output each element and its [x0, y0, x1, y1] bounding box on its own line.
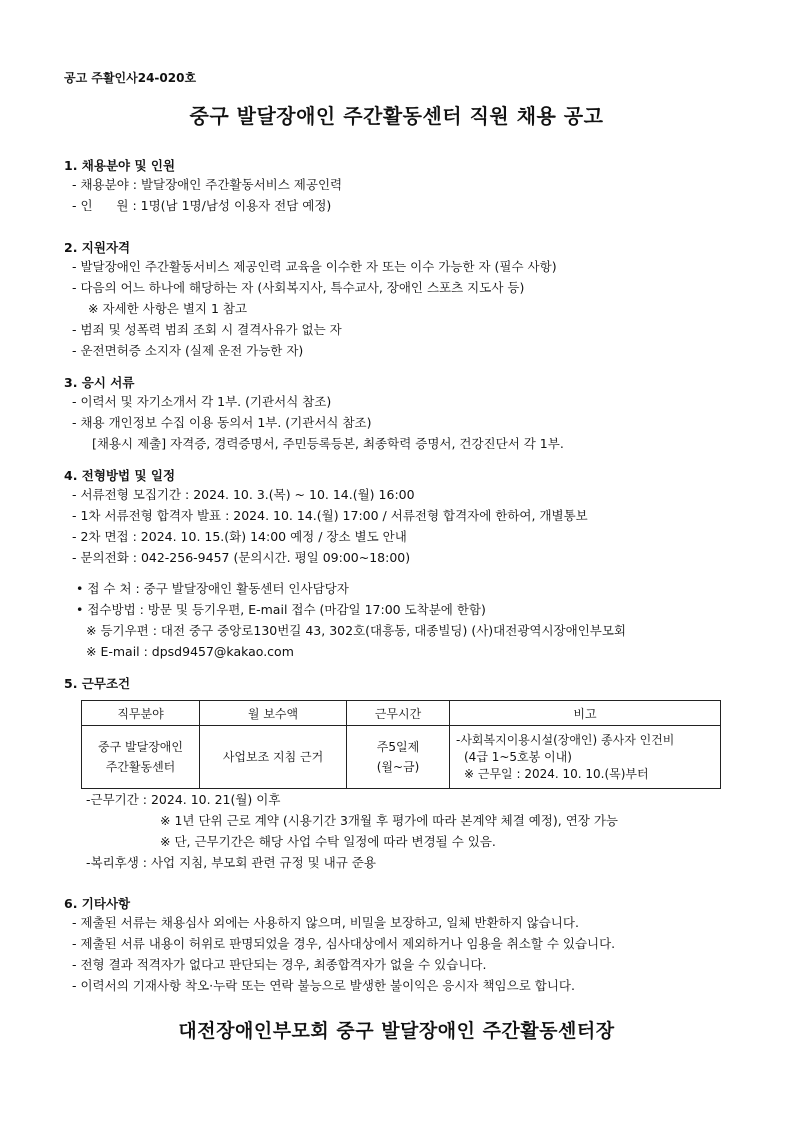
- job-field-cell: [82, 726, 200, 789]
- section-2-line: - 발달장애인 주간활동서비스 제공인력 교육을 이수한 자 또는 이수 가능한 자 (필수 사항): [72, 259, 557, 274]
- section-4-note: ※ E-mail : dpsd9457@kakao.com: [86, 644, 294, 659]
- section-2-line: - 다음의 어느 하나에 해당하는 자 (사회복지사, 특수교사, 장애인 스포츠 지도사 등): [72, 280, 525, 295]
- job-field-line: 중구 발달장애인: [98, 740, 183, 754]
- issuer-signature: 대전장애인부모회 중구 발달장애인 주간활동센터장: [178, 1020, 615, 1042]
- hours-line: 주5일제: [376, 740, 420, 754]
- section-5-line: -복리후생 : 사업 지침, 부모회 관련 규정 및 내규 준용: [86, 855, 376, 870]
- remarks-line: -사회복지이용시설(장애인) 종사자 인건비: [456, 732, 675, 747]
- notice-number: 공고 주활인사24-020호: [64, 71, 197, 85]
- table-header-cell: 근무시간: [347, 701, 450, 726]
- table-header-cell: 직무분야: [82, 701, 200, 726]
- job-field-line: 주간활동센터: [105, 760, 176, 774]
- section-4-line: - 2차 면접 : 2024. 10. 15.(화) 14:00 예정 / 장소 별도 안내: [72, 529, 407, 544]
- section-6-line: - 제출된 서류는 채용심사 외에는 사용하지 않으며, 비밀을 보장하고, 일체 반환하지 않습니다.: [72, 915, 579, 930]
- section-4-bullet: • 접수방법 : 방문 및 등기우편, E-mail 접수 (마감일 17:00 도착분에 한함): [76, 602, 486, 617]
- section-3-heading: 3. 응시 서류: [64, 375, 135, 390]
- section-5-heading: 5. 근무조건: [64, 676, 131, 691]
- table-header-row: [82, 701, 721, 726]
- section-1-line: - 인 원 : 1명(남 1명/남성 이용자 전담 예정): [72, 198, 332, 213]
- section-3-line: - 이력서 및 자기소개서 각 1부. (기관서식 참조): [72, 394, 332, 409]
- section-2-line: - 운전면허증 소지자 (실제 운전 가능한 자): [72, 343, 304, 358]
- section-4-note: ※ 등기우편 : 대전 중구 중앙로130번길 43, 302호(대흥동, 대종빌딩) (사)대전광역시장애인부모회: [86, 623, 626, 638]
- section-1-line: - 채용분야 : 발달장애인 주간활동서비스 제공인력: [72, 177, 343, 192]
- work-conditions-table: [81, 700, 721, 789]
- section-5-note: ※ 단, 근무기간은 해당 사업 수탁 일정에 따라 변경될 수 있음.: [160, 834, 496, 849]
- section-4-line: - 서류전형 모집기간 : 2024. 10. 3.(목) ~ 10. 14.(월) 16:00: [72, 487, 415, 502]
- section-5-line: -근무기간 : 2024. 10. 21(월) 이후: [86, 792, 281, 807]
- section-2-line: - 범죄 및 성폭력 범죄 조회 시 결격사유가 없는 자: [72, 322, 342, 337]
- hours-line: (월~금): [376, 760, 420, 774]
- table-header-cell: 비고: [450, 701, 721, 726]
- remarks-line: ※ 근무일 : 2024. 10. 10.(목)부터: [464, 766, 649, 781]
- section-6-line: - 제출된 서류 내용이 허위로 판명되었을 경우, 심사대상에서 제외하거나 임용을 취소할 수 있습니다.: [72, 936, 616, 951]
- section-3-line: - 채용 개인정보 수집 이용 동의서 1부. (기관서식 참조): [72, 415, 372, 430]
- section-6-heading: 6. 기타사항: [64, 896, 131, 911]
- section-5-note: ※ 1년 단위 근로 계약 (시용기간 3개월 후 평가에 따라 본계약 체결 예정), 연장 가능: [160, 813, 618, 828]
- section-4-line: - 1차 서류전형 합격자 발표 : 2024. 10. 14.(월) 17:00 / 서류전형 합격자에 한하여, 개별통보: [72, 508, 588, 523]
- section-6-line: - 전형 결과 적격자가 없다고 판단되는 경우, 최종합격자가 없을 수 있습니다.: [72, 957, 487, 972]
- table-header-cell: 월 보수액: [200, 701, 347, 726]
- section-2-note: ※ 자세한 사항은 별지 1 참고: [88, 301, 248, 316]
- table-row: [82, 726, 721, 789]
- remarks-cell: [450, 726, 721, 789]
- section-3-note: [채용시 제출] 자격증, 경력증명서, 주민등록등본, 최종학력 증명서, 건강진단서 각 1부.: [92, 436, 564, 451]
- pay-cell: 사업보조 지침 근거: [200, 726, 347, 789]
- section-4-line: - 문의전화 : 042-256-9457 (문의시간. 평일 09:00~18:00): [72, 550, 411, 565]
- section-4-heading: 4. 전형방법 및 일정: [64, 468, 176, 483]
- remarks-line: (4급 1~5호봉 이내): [464, 749, 572, 764]
- page-title: 중구 발달장애인 주간활동센터 직원 채용 공고: [189, 104, 604, 128]
- hours-cell: [347, 726, 450, 789]
- section-6-line: - 이력서의 기재사항 착오·누락 또는 연락 불능으로 발생한 불이익은 응시자 책임으로 합니다.: [72, 978, 575, 993]
- section-2-heading: 2. 지원자격: [64, 240, 131, 255]
- section-4-bullet: • 접 수 처 : 중구 발달장애인 활동센터 인사담당자: [76, 581, 349, 596]
- section-1-heading: 1. 채용분야 및 인원: [64, 158, 176, 173]
